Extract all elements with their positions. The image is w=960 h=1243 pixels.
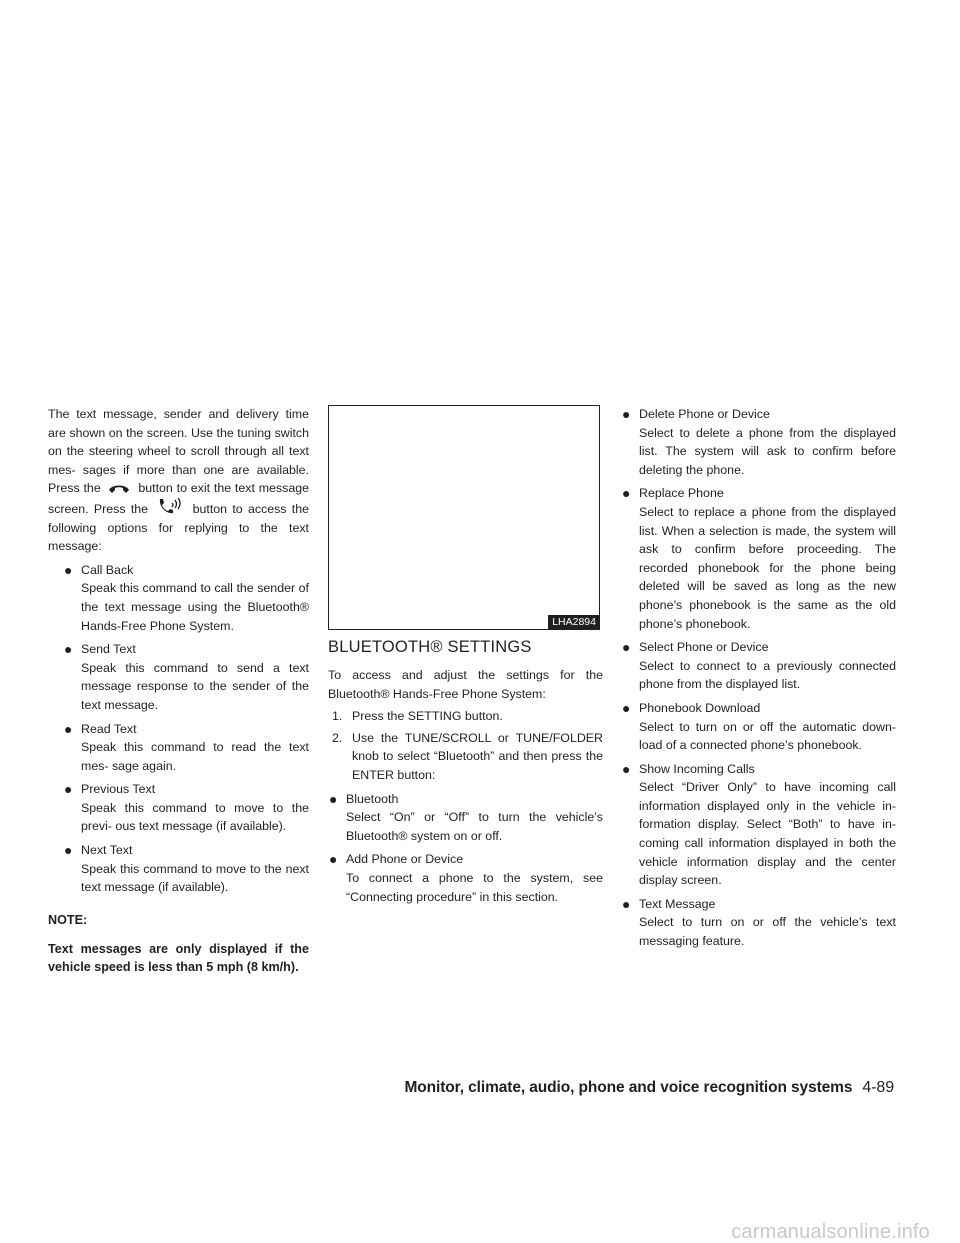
item-desc: Speak this command to send a text message response to the sender of the text message. [81,660,309,712]
step-text: Use the TUNE/SCROLL or TUNE/FOLDER knob to select “Bluetooth” and then press the ENTER button: [352,730,603,782]
bullet-icon: ● [622,485,631,502]
item-desc: Select to turn on or off the vehicle’s text messaging feature. [639,915,896,949]
step-item [328,729,603,785]
footer-title: Monitor, climate, audio, phone and voice recognition systems [404,1079,853,1096]
item-title: Select Phone or Device [639,640,769,655]
bullet-icon: ● [64,720,73,737]
bullet-icon: ● [622,406,631,422]
list-item [621,760,896,890]
list-item [621,484,896,633]
list-item [621,895,896,951]
page-number: 4-89 [862,1079,894,1096]
list-item [63,561,309,635]
step-number: 1. [332,709,343,724]
bullet-icon: ● [622,639,631,656]
bullet-icon: ● [329,790,338,807]
column-right [621,405,896,951]
item-title: Bluetooth [346,791,399,806]
column-left [48,405,309,976]
bullet-icon: ● [622,699,631,716]
item-desc: Select “On” or “Off” to turn the vehicle’s Bluetooth® system on or off. [346,810,603,843]
bullet-icon: ● [622,760,631,777]
page-footer [404,1078,894,1098]
phone-talk-icon [156,498,182,516]
list-item [328,790,603,846]
item-desc: Select to turn on or off the automatic down- load of a connected phone’s phonebook. [639,719,896,753]
item-title: Show Incoming Calls [639,761,755,776]
section-intro: To access and adjust the settings for the Bluetooth® Hands-Free Phone System: [328,668,603,701]
figure-placeholder [328,405,600,630]
item-title: Phonebook Download [639,700,761,715]
item-title: Call Back [81,562,134,577]
step-text: Press the SETTING button. [352,709,503,724]
item-title: Replace Phone [639,486,724,501]
bullet-icon: ● [64,561,73,578]
item-title: Add Phone or Device [346,852,464,867]
list-item [621,405,896,479]
list-item [63,841,309,897]
note-heading: NOTE: [48,912,88,927]
figure-label: LHA2894 [548,615,599,629]
bullet-icon: ● [64,842,73,859]
list-item [621,699,896,755]
item-desc: Speak this command to read the text mes- sage again. [81,740,309,773]
item-title: Text Message [639,896,716,911]
column-middle [328,637,603,906]
item-title: Delete Phone or Device [639,407,770,421]
list-item [621,638,896,694]
item-title: Send Text [81,642,136,657]
intro-text-c: button to access the following options for replying to the text message: [48,501,309,554]
list-item [328,850,603,906]
item-title: Next Text [81,843,133,858]
phone-hangup-icon [108,483,130,495]
step-number: 2. [332,730,343,745]
item-title: Read Text [81,721,137,736]
bullet-icon: ● [64,641,73,658]
intro-paragraph [48,405,309,556]
watermark: carmanualsonline.info [731,1221,930,1243]
item-desc: Speak this command to move to the previ- ous text message (if available). [81,800,309,834]
bullet-icon: ● [64,781,73,798]
item-desc: To connect a phone to the system, see “Connecting procedure” in this section. [346,870,603,904]
bullet-icon: ● [329,851,338,868]
list-item [63,720,309,776]
list-item [63,780,309,836]
item-desc: Select “Driver Only” to have incoming call information displayed only in the vehicle in- formation display. Select “Both” to have in- coming call information displayed in both the vehicle information display and the center display screen. [639,780,896,888]
item-desc: Select to replace a phone from the displayed list. When a selection is made, the system will ask to confirm before proceeding. The recorded phonebook for the phone being deleted will be saved as long as the new phone’s phonebook is the same as the old phone’s phonebook. [639,504,896,631]
item-desc: Select to connect to a previously connected phone from the displayed list. [639,658,896,692]
item-desc: Select to delete a phone from the displayed list. The system will ask to confirm before deleting the phone. [639,425,896,477]
intro-text-a: The text message, sender and delivery time are shown on the screen. Use the tuning switch on the steering wheel to scroll through all text mes- sages if more than one are available. Press the [48,407,309,496]
intro-text-b: button to exit the text message screen. Press the [48,481,309,516]
section-title: BLUETOOTH® SETTINGS [328,638,532,656]
note-body: Text messages are only displayed if the vehicle speed is less than 5 mph (8 km/h). [48,942,309,975]
item-desc: Speak this command to move to the next text message (if available). [81,861,309,895]
item-desc: Speak this command to call the sender of the text message using the Bluetooth® Hands-Free Phone System. [81,581,309,633]
item-title: Previous Text [81,782,156,797]
bullet-icon: ● [622,895,631,912]
list-item [63,640,309,714]
step-item [328,707,603,726]
